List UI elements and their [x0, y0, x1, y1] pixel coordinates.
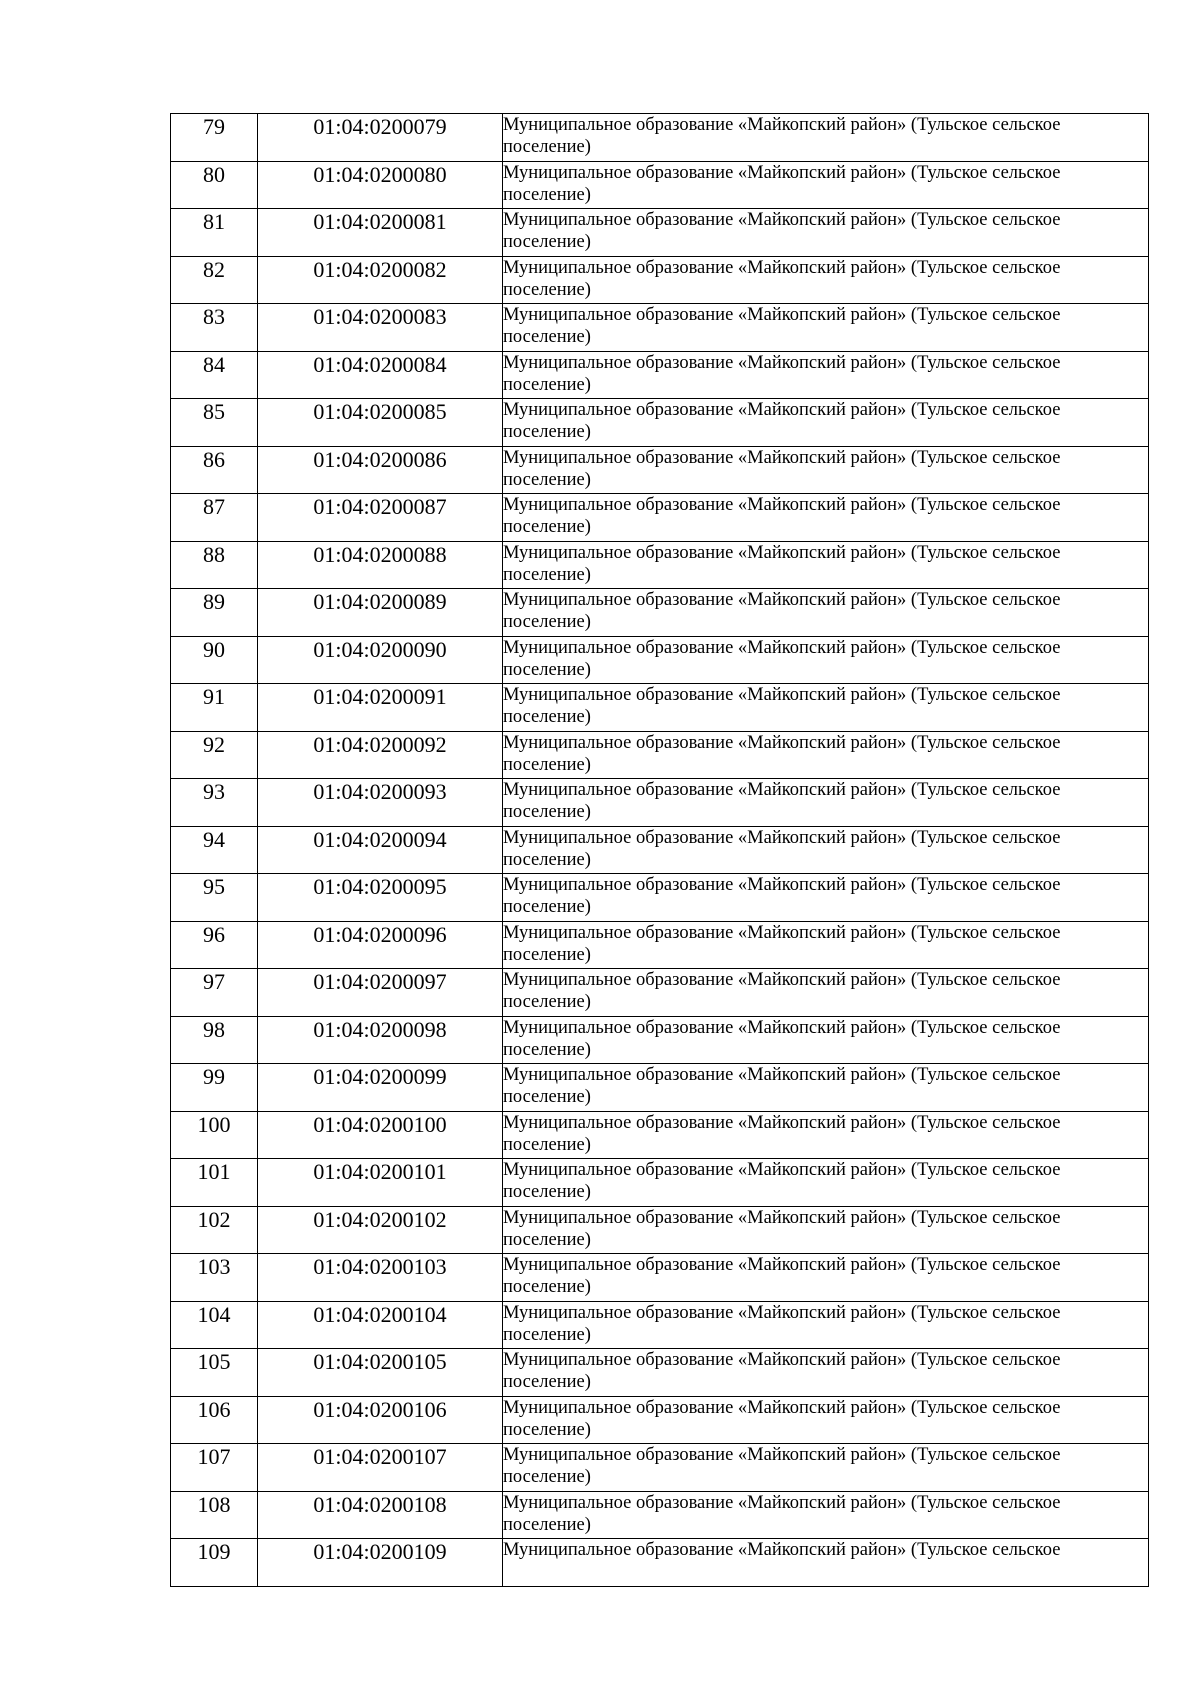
cadastral-number-cell: 01:04:0200094	[258, 826, 503, 874]
owner-cell	[503, 921, 1149, 969]
cadastral-number-cell: 01:04:0200096	[258, 921, 503, 969]
cadastral-number-cell: 01:04:0200092	[258, 731, 503, 779]
row-number-cell: 109	[171, 1539, 258, 1587]
row-number-cell: 93	[171, 779, 258, 827]
owner-text: Муниципальное образование «Майкопский район» (Тульское сельское поселение)	[503, 115, 1061, 157]
owner-text: Муниципальное образование «Майкопский район» (Тульское сельское поселение)	[503, 542, 1061, 585]
owner-text: Муниципальное образование «Майкопский район» (Тульское сельское поселение)	[503, 1445, 1061, 1487]
table-row	[171, 541, 1149, 589]
cadastral-number-cell: 01:04:0200084	[258, 351, 503, 399]
table-row	[171, 636, 1149, 684]
row-number-cell: 88	[171, 541, 258, 589]
owner-text: Муниципальное образование «Майкопский район» (Тульское сельское поселение)	[503, 1112, 1061, 1155]
owner-cell	[503, 541, 1149, 589]
owner-text: Муниципальное образование «Майкопский район» (Тульское сельское поселение)	[503, 1065, 1061, 1107]
row-number-cell: 102	[171, 1206, 258, 1254]
row-number-cell: 108	[171, 1491, 258, 1539]
owner-cell	[503, 399, 1149, 447]
table-row	[171, 589, 1149, 637]
owner-cell	[503, 684, 1149, 732]
owner-cell	[503, 304, 1149, 352]
owner-cell	[503, 1301, 1149, 1349]
row-number-cell: 103	[171, 1254, 258, 1302]
table-body	[171, 114, 1149, 1587]
owner-cell	[503, 1206, 1149, 1254]
table-row	[171, 114, 1149, 162]
cadastral-number-cell: 01:04:0200081	[258, 209, 503, 257]
owner-text: Муниципальное образование «Майкопский район» (Тульское сельское поселение)	[503, 1302, 1061, 1345]
owner-cell	[503, 161, 1149, 209]
cadastral-number-cell: 01:04:0200095	[258, 874, 503, 922]
row-number-cell: 106	[171, 1396, 258, 1444]
owner-text: Муниципальное образование «Майкопский район» (Тульское сельское поселение)	[503, 495, 1061, 537]
table-row	[171, 1491, 1149, 1539]
owner-cell	[503, 114, 1149, 162]
table-row	[171, 1016, 1149, 1064]
row-number-cell: 105	[171, 1349, 258, 1397]
owner-cell	[503, 1254, 1149, 1302]
owner-text: Муниципальное образование «Майкопский район» (Тульское сельское поселение)	[503, 1255, 1061, 1297]
table-row	[171, 684, 1149, 732]
owner-cell	[503, 1539, 1149, 1587]
row-number-cell: 107	[171, 1444, 258, 1492]
owner-cell	[503, 969, 1149, 1017]
row-number-cell: 87	[171, 494, 258, 542]
cadastral-number-cell: 01:04:0200080	[258, 161, 503, 209]
table-row	[171, 1254, 1149, 1302]
owner-cell	[503, 589, 1149, 637]
owner-cell	[503, 1111, 1149, 1159]
row-number-cell: 81	[171, 209, 258, 257]
land-plot-table	[170, 113, 1149, 1587]
table-row	[171, 1111, 1149, 1159]
row-number-cell: 104	[171, 1301, 258, 1349]
table-row	[171, 1206, 1149, 1254]
cadastral-number-cell: 01:04:0200079	[258, 114, 503, 162]
owner-cell	[503, 446, 1149, 494]
owner-cell	[503, 636, 1149, 684]
table-row	[171, 256, 1149, 304]
cadastral-number-cell: 01:04:0200091	[258, 684, 503, 732]
table-row	[171, 779, 1149, 827]
table-row	[171, 1539, 1149, 1587]
owner-text: Муниципальное образование «Майкопский район» (Тульское сельское поселение)	[503, 1207, 1061, 1250]
cadastral-number-cell: 01:04:0200106	[258, 1396, 503, 1444]
owner-text: Муниципальное образование «Майкопский район» (Тульское сельское поселение)	[503, 590, 1061, 632]
table-row	[171, 1444, 1149, 1492]
owner-cell	[503, 1016, 1149, 1064]
row-number-cell: 79	[171, 114, 258, 162]
cadastral-number-cell: 01:04:0200083	[258, 304, 503, 352]
owner-cell	[503, 256, 1149, 304]
owner-text: Муниципальное образование «Майкопский район» (Тульское сельское	[503, 1540, 1061, 1560]
cadastral-number-cell: 01:04:0200085	[258, 399, 503, 447]
cadastral-number-cell: 01:04:0200087	[258, 494, 503, 542]
row-number-cell: 99	[171, 1064, 258, 1112]
cadastral-number-cell: 01:04:0200104	[258, 1301, 503, 1349]
owner-cell	[503, 209, 1149, 257]
cadastral-number-cell: 01:04:0200098	[258, 1016, 503, 1064]
table-row	[171, 399, 1149, 447]
row-number-cell: 86	[171, 446, 258, 494]
row-number-cell: 94	[171, 826, 258, 874]
row-number-cell: 98	[171, 1016, 258, 1064]
row-number-cell: 84	[171, 351, 258, 399]
table-row	[171, 1349, 1149, 1397]
owner-text: Муниципальное образование «Майкопский район» (Тульское сельское поселение)	[503, 257, 1061, 300]
table-row	[171, 1396, 1149, 1444]
table-row	[171, 304, 1149, 352]
owner-cell	[503, 1159, 1149, 1207]
owner-cell	[503, 826, 1149, 874]
owner-text: Муниципальное образование «Майкопский район» (Тульское сельское поселение)	[503, 1397, 1061, 1440]
row-number-cell: 95	[171, 874, 258, 922]
cadastral-number-cell: 01:04:0200101	[258, 1159, 503, 1207]
table-row	[171, 209, 1149, 257]
cadastral-number-cell: 01:04:0200099	[258, 1064, 503, 1112]
cadastral-number-cell: 01:04:0200082	[258, 256, 503, 304]
owner-cell	[503, 1064, 1149, 1112]
row-number-cell: 85	[171, 399, 258, 447]
owner-text: Муниципальное образование «Майкопский район» (Тульское сельское поселение)	[503, 1160, 1061, 1202]
row-number-cell: 89	[171, 589, 258, 637]
cadastral-number-cell: 01:04:0200107	[258, 1444, 503, 1492]
row-number-cell: 82	[171, 256, 258, 304]
table-row	[171, 969, 1149, 1017]
row-number-cell: 83	[171, 304, 258, 352]
owner-cell	[503, 351, 1149, 399]
table-row	[171, 494, 1149, 542]
owner-cell	[503, 731, 1149, 779]
row-number-cell: 91	[171, 684, 258, 732]
table-row	[171, 1159, 1149, 1207]
owner-text: Муниципальное образование «Майкопский район» (Тульское сельское поселение)	[503, 352, 1061, 395]
owner-text: Муниципальное образование «Майкопский район» (Тульское сельское поселение)	[503, 1017, 1061, 1060]
cadastral-number-cell: 01:04:0200097	[258, 969, 503, 1017]
table-row	[171, 351, 1149, 399]
owner-text: Муниципальное образование «Майкопский район» (Тульское сельское поселение)	[503, 162, 1061, 205]
table-row	[171, 874, 1149, 922]
owner-text: Муниципальное образование «Майкопский район» (Тульское сельское поселение)	[503, 780, 1061, 822]
owner-cell	[503, 1491, 1149, 1539]
table-row	[171, 826, 1149, 874]
owner-cell	[503, 1396, 1149, 1444]
cadastral-number-cell: 01:04:0200086	[258, 446, 503, 494]
cadastral-number-cell: 01:04:0200102	[258, 1206, 503, 1254]
cadastral-number-cell: 01:04:0200100	[258, 1111, 503, 1159]
cadastral-number-cell: 01:04:0200109	[258, 1539, 503, 1587]
owner-text: Муниципальное образование «Майкопский район» (Тульское сельское поселение)	[503, 685, 1061, 727]
cadastral-number-cell: 01:04:0200093	[258, 779, 503, 827]
cadastral-number-cell: 01:04:0200090	[258, 636, 503, 684]
cadastral-number-cell: 01:04:0200105	[258, 1349, 503, 1397]
row-number-cell: 92	[171, 731, 258, 779]
owner-text: Муниципальное образование «Майкопский район» (Тульское сельское поселение)	[503, 400, 1061, 442]
cadastral-number-cell: 01:04:0200089	[258, 589, 503, 637]
row-number-cell: 90	[171, 636, 258, 684]
table-row	[171, 1064, 1149, 1112]
cadastral-number-cell: 01:04:0200108	[258, 1491, 503, 1539]
owner-text: Муниципальное образование «Майкопский район» (Тульское сельское поселение)	[503, 827, 1061, 870]
owner-cell	[503, 874, 1149, 922]
cadastral-number-cell: 01:04:0200088	[258, 541, 503, 589]
cadastral-number-cell: 01:04:0200103	[258, 1254, 503, 1302]
owner-text: Муниципальное образование «Майкопский район» (Тульское сельское поселение)	[503, 210, 1061, 252]
row-number-cell: 97	[171, 969, 258, 1017]
owner-text: Муниципальное образование «Майкопский район» (Тульское сельское поселение)	[503, 732, 1061, 775]
owner-text: Муниципальное образование «Майкопский район» (Тульское сельское поселение)	[503, 922, 1061, 965]
owner-cell	[503, 494, 1149, 542]
row-number-cell: 101	[171, 1159, 258, 1207]
owner-cell	[503, 1349, 1149, 1397]
owner-cell	[503, 779, 1149, 827]
owner-text: Муниципальное образование «Майкопский район» (Тульское сельское поселение)	[503, 305, 1061, 347]
row-number-cell: 100	[171, 1111, 258, 1159]
row-number-cell: 96	[171, 921, 258, 969]
table-row	[171, 731, 1149, 779]
owner-text: Муниципальное образование «Майкопский район» (Тульское сельское поселение)	[503, 637, 1061, 680]
owner-text: Муниципальное образование «Майкопский район» (Тульское сельское поселение)	[503, 875, 1061, 917]
table-row	[171, 1301, 1149, 1349]
owner-text: Муниципальное образование «Майкопский район» (Тульское сельское поселение)	[503, 1350, 1061, 1392]
table-row	[171, 161, 1149, 209]
owner-text: Муниципальное образование «Майкопский район» (Тульское сельское поселение)	[503, 1492, 1061, 1535]
table-row	[171, 446, 1149, 494]
owner-cell	[503, 1444, 1149, 1492]
owner-text: Муниципальное образование «Майкопский район» (Тульское сельское поселение)	[503, 447, 1061, 490]
row-number-cell: 80	[171, 161, 258, 209]
table-row	[171, 921, 1149, 969]
owner-text: Муниципальное образование «Майкопский район» (Тульское сельское поселение)	[503, 970, 1061, 1012]
